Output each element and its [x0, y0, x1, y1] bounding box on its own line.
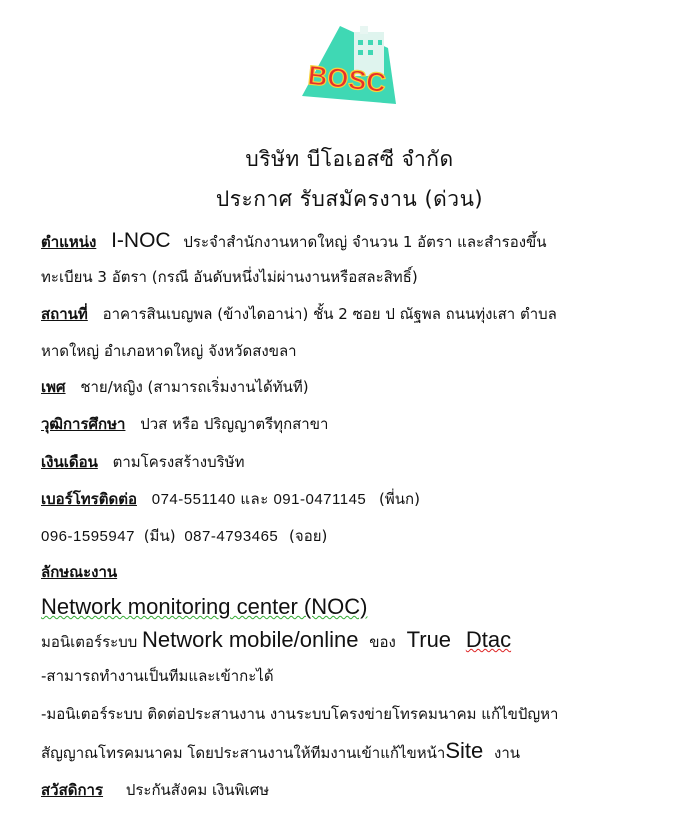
salary-value: ตามโครงสร้างบริษัท: [112, 453, 245, 471]
contact-number-2: 096-1595947: [41, 528, 135, 545]
duties-heading: [41, 594, 367, 620]
position-desc-2: ทะเบียน 3 อัตรา (กรณี อันดับหนึ่งไม่ผ่านงานหรือสละสิทธิ์): [41, 268, 418, 286]
position-label: ตำแหน่ง: [41, 233, 97, 251]
gender-row: [41, 377, 309, 397]
company-name: บริษัท บีโอเอสซี จำกัด: [245, 147, 454, 171]
position-title: I-NOC: [111, 229, 171, 252]
duties-heading-text: Network monitoring center (NOC): [41, 594, 368, 619]
welfare-row: [41, 780, 269, 800]
education-label: วุฒิการศึกษา: [41, 415, 126, 433]
contact-name-2: (มีน): [143, 527, 176, 545]
duties-bullet-2: -มอนิเตอร์ระบบ ติดต่อประสานงาน งานระบบโครงข่ายโทรคมนาคม แก้ไขปัญหา: [41, 705, 559, 723]
gender-label: เพศ: [41, 378, 66, 396]
location-line-2: หาดใหญ่ อำเภอหาดใหญ่ จังหวัดสงขลา: [41, 342, 297, 360]
salary-row: [41, 452, 244, 472]
duties-line-3: [41, 738, 520, 766]
duties-line-1: [41, 627, 511, 655]
bosc-logo: [296, 18, 408, 108]
duties-line-1a: มอนิเตอร์ระบบ: [41, 633, 138, 651]
contact-row: [41, 489, 420, 510]
duties-line-1c: ของ: [369, 633, 396, 651]
welfare-value: ประกันสังคม เงินพิเศษ: [125, 781, 270, 799]
contact-name-1: (พี่นก): [379, 490, 420, 508]
duties-line-1b: Network mobile/online: [142, 627, 359, 652]
gender-value: ชาย/หญิง (สามารถเริ่มงานได้ทันที): [80, 378, 309, 396]
contact-number-3: 087-4793465: [184, 528, 279, 545]
duties-label: ลักษณะงาน: [41, 563, 118, 581]
logo-text: BOSC: [306, 60, 388, 99]
duties-line-3b: Site: [445, 738, 484, 763]
duties-line-3a: สัญญาณโทรคมนาคม โดยประสานงานให้ทีมงานเข้าแก้ไขหน้า: [41, 744, 446, 762]
position-desc-1: ประจำสำนักงานหาดใหญ่ จำนวน 1 อัตรา และสำรองขึ้น: [183, 233, 547, 251]
announcement-title: ประกาศ รับสมัครงาน (ด่วน): [215, 187, 484, 211]
duties-bullet-1: -สามารถทำงานเป็นทีมและเข้ากะได้: [41, 667, 274, 685]
duties-line-1e: Dtac: [465, 627, 512, 652]
contact-row-2: [41, 526, 327, 547]
salary-label: เงินเดือน: [41, 453, 98, 471]
contact-label: เบอร์โทรติดต่อ: [41, 490, 137, 508]
location-line-1: อาคารสินเบญพล (ข้างไดอาน่า) ชั้น 2 ซอย ป ณัฐพล ถนนทุ่งเสา ตำบล: [102, 305, 557, 323]
location-label: สถานที่: [41, 305, 88, 323]
duties-label-row: [41, 562, 127, 582]
duties-line-1d: True: [406, 627, 452, 652]
location-row: [41, 304, 557, 324]
contact-name-3: (จอย): [289, 527, 328, 545]
position-row: [41, 231, 547, 252]
education-value: ปวส หรือ ปริญญาตรีทุกสาขา: [140, 415, 329, 433]
contact-numbers-1: 074-551140 และ 091-0471145: [151, 491, 367, 508]
duties-line-3c: งาน: [494, 744, 521, 762]
welfare-label: สวัสดิการ: [41, 781, 104, 799]
education-row: [41, 414, 328, 434]
